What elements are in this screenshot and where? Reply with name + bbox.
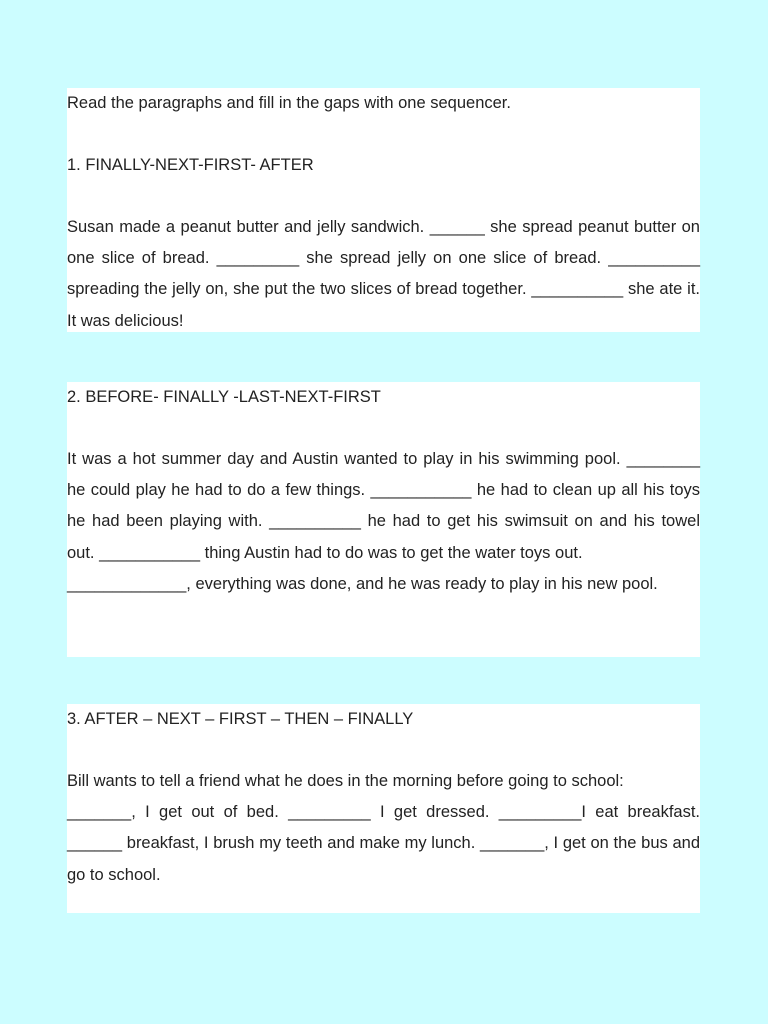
exercise-3-heading: 3. AFTER – NEXT – FIRST – THEN – FINALLY <box>67 710 414 728</box>
instructions: Read the paragraphs and fill in the gaps with one sequencer. <box>67 94 511 112</box>
exercise-3-intro: Bill wants to tell a friend what he does in the morning before going to school: <box>67 772 624 790</box>
exercise-1-heading: 1. FINALLY-NEXT-FIRST- AFTER <box>67 156 314 174</box>
exercise-block-3 <box>67 704 700 913</box>
exercise-2-paragraph: It was a hot summer day and Austin wanted to play in his swimming pool. ________ he could play he had to do a few things. ___________ he had to clean up all his toys he had been playing with. __________ he had to get his swimsuit on and his towel out. ___________ thing Austin had to do was to get the water toys out. <box>67 450 700 562</box>
exercise-1-paragraph: Susan made a peanut butter and jelly sandwich. ______ she spread peanut butter on one slice of bread. _________ she spread jelly on one slice of bread. __________ spreading the jelly on, she put the two slices of bread together. __________ she ate it. It was delicious! <box>67 218 700 330</box>
exercise-2-paragraph-final: _____________, everything was done, and he was ready to play in his new pool. <box>67 574 658 593</box>
exercise-3-paragraph: _______, I get out of bed. _________ I get dressed. _________I eat breakfast. ______ breakfast, I brush my teeth and make my lunch. _______, I get on the bus and go to school. <box>67 803 700 884</box>
exercise-block-2 <box>67 382 700 657</box>
exercise-2-heading: 2. BEFORE- FINALLY -LAST-NEXT-FIRST <box>67 388 381 406</box>
exercise-block-1 <box>67 88 700 332</box>
